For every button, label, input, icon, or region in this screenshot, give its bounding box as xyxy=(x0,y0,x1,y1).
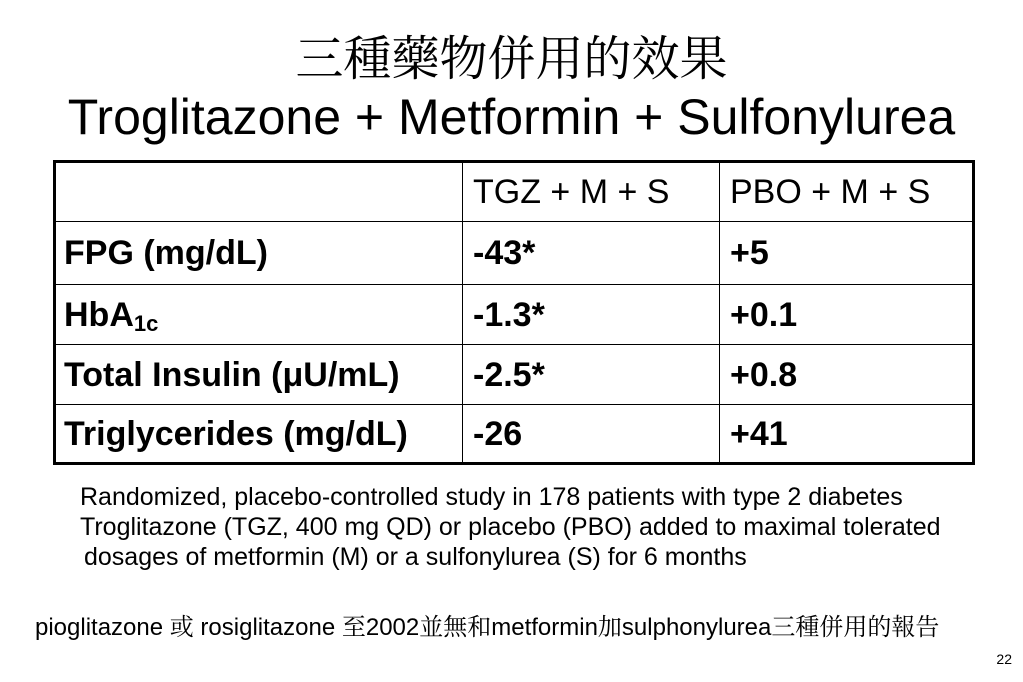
row-label: Total Insulin (μU/mL) xyxy=(56,345,463,405)
tgz-value-cell: -26 xyxy=(463,405,720,462)
slide-title-english: Troglitazone + Metformin + Sulfonylurea xyxy=(67,89,956,145)
tgz-value-cell: -2.5* xyxy=(463,345,720,405)
page-number: 22 xyxy=(996,651,1012,667)
header-cell-tgz: TGZ + M + S xyxy=(463,163,720,222)
row-label: Triglycerides (mg/dL) xyxy=(56,405,463,462)
header-cell-pbo: PBO + M + S xyxy=(720,163,972,222)
slide-title-chinese: 三種藥物併用的效果 xyxy=(295,31,728,87)
footnote-line: dosages of metformin (M) or a sulfonylurea (S) for 6 months xyxy=(84,543,747,571)
pbo-value-cell: +0.1 xyxy=(720,285,972,345)
remark-text: pioglitazone 或 rosiglitazone 至2002並無和metformin加sulphonylurea三種併用的報告 xyxy=(35,614,940,641)
row-label xyxy=(56,285,463,345)
pbo-value-cell: +41 xyxy=(730,414,788,453)
study-footnote xyxy=(80,482,1010,572)
tgz-value-cell: -43* xyxy=(463,222,720,285)
pbo-value-cell: +5 xyxy=(720,222,972,285)
results-table xyxy=(53,160,975,465)
row-label-subscript: 1c xyxy=(133,310,159,336)
tgz-value-cell: -1.3* xyxy=(463,285,720,345)
footnote-line: Troglitazone (TGZ, 400 mg QD) or placebo (PBO) added to maximal tolerated xyxy=(80,513,941,541)
row-label: FPG (mg/dL) xyxy=(56,222,463,285)
header-cell-empty xyxy=(56,163,463,222)
row-label-main: HbA xyxy=(64,295,134,334)
footnote-line: Randomized, placebo-controlled study in 178 patients with type 2 diabetes xyxy=(80,483,903,511)
pbo-value-cell: +0.8 xyxy=(720,345,972,405)
